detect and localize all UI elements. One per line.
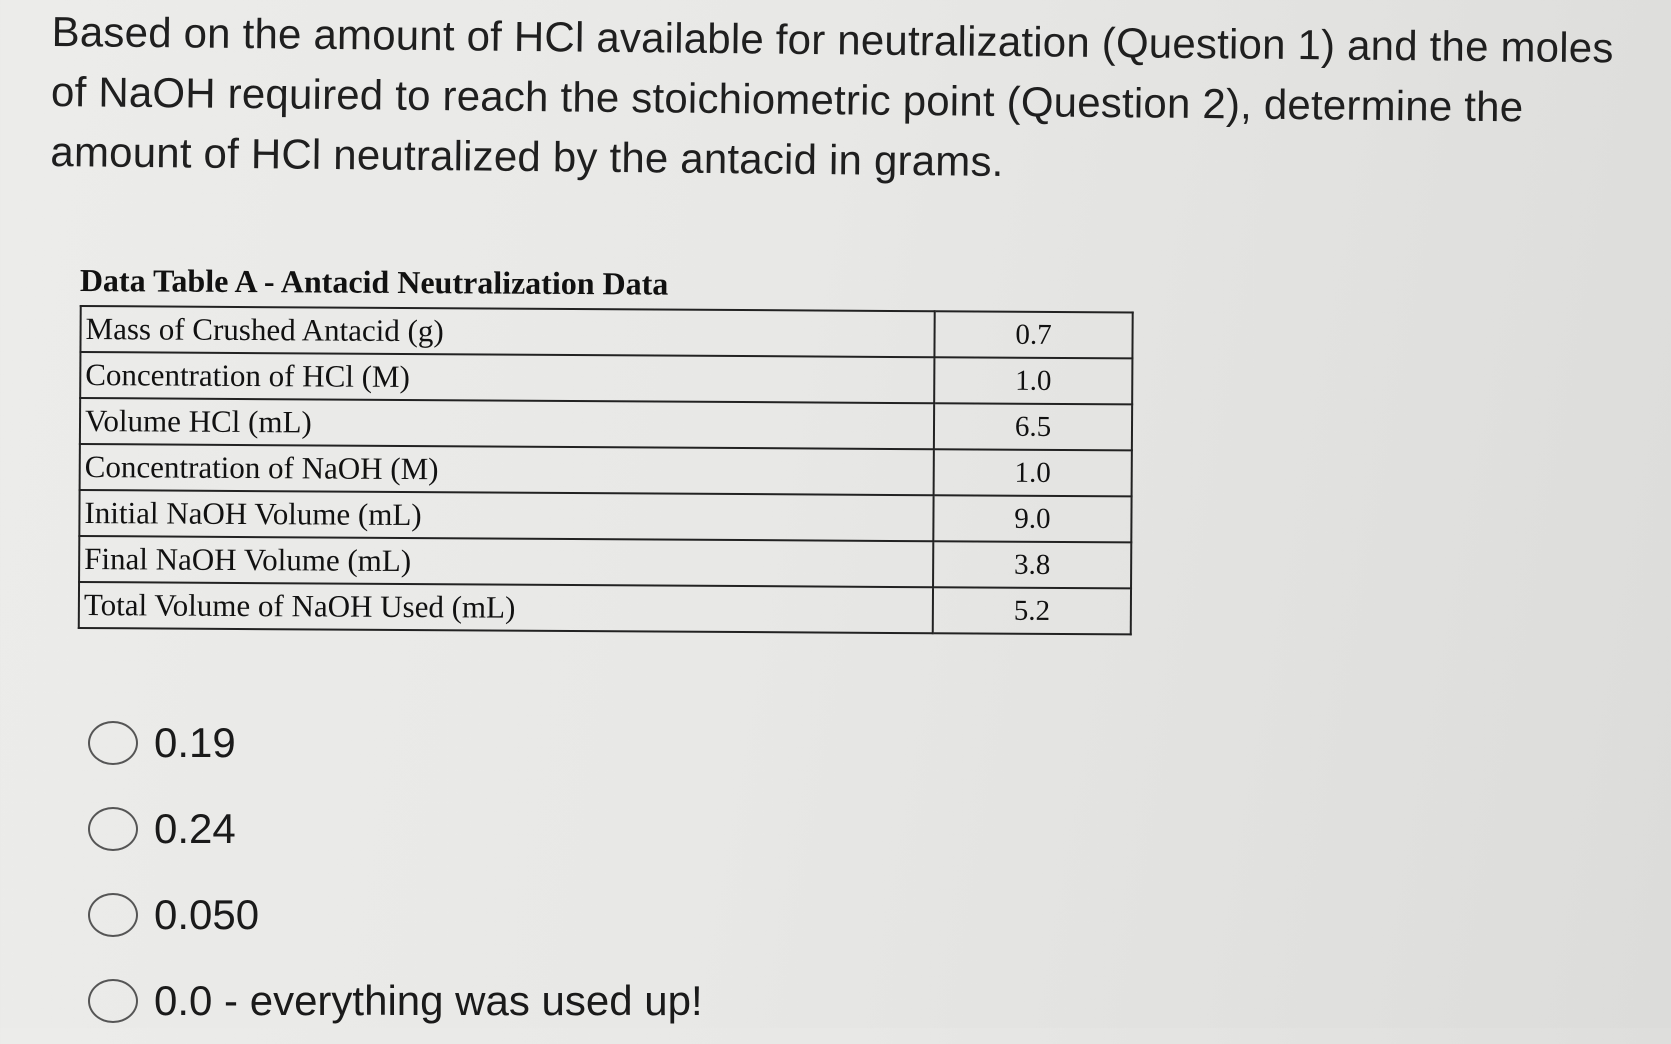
answer-label[interactable]: 0.0 - everything was used up! [154, 977, 703, 1024]
data-table-section [78, 262, 1134, 635]
table-caption: Data Table A - Antacid Neutralization Data [79, 262, 669, 302]
row-value: 5.2 [933, 587, 1131, 634]
row-value: 9.0 [933, 495, 1131, 542]
row-value: 3.8 [933, 541, 1131, 588]
row-label: Total Volume of NaOH Used (mL) [79, 582, 933, 633]
row-label: Final NaOH Volume (mL) [79, 536, 933, 587]
row-label: Initial NaOH Volume (mL) [79, 490, 933, 541]
answer-option-2[interactable] [88, 786, 703, 872]
row-value: 6.5 [934, 403, 1132, 450]
row-value: 1.0 [934, 357, 1132, 404]
table-row [80, 352, 1132, 404]
question-text: Based on the amount of HCl available for neutralization (Question 1) and the moles of NaOH required to reach the stoichiometric point (Question 2), determine the amount of HCl neutralized by the antacid in grams. [50, 7, 1614, 185]
data-table [78, 305, 1134, 635]
answer-label[interactable]: 0.19 [154, 719, 236, 766]
answer-option-1[interactable] [88, 700, 703, 786]
answer-choices [88, 700, 703, 1044]
table-row [80, 398, 1132, 450]
radio-button[interactable] [88, 721, 138, 765]
answer-label[interactable]: 0.24 [154, 805, 236, 852]
table-row [80, 444, 1132, 496]
row-label: Concentration of NaOH (M) [80, 444, 934, 495]
answer-option-3[interactable] [88, 872, 703, 958]
row-label: Volume HCl (mL) [80, 398, 934, 449]
radio-button[interactable] [88, 893, 138, 937]
table-row [79, 536, 1131, 588]
table-row [79, 582, 1131, 634]
answer-option-4[interactable] [88, 958, 703, 1044]
row-value: 1.0 [934, 449, 1132, 496]
radio-button[interactable] [88, 807, 138, 851]
row-label: Concentration of HCl (M) [80, 352, 934, 403]
table-row [80, 306, 1132, 358]
answer-label[interactable]: 0.050 [154, 891, 260, 938]
row-value: 0.7 [934, 311, 1132, 358]
radio-button[interactable] [88, 979, 138, 1023]
table-row [79, 490, 1131, 542]
row-label: Mass of Crushed Antacid (g) [80, 306, 934, 357]
